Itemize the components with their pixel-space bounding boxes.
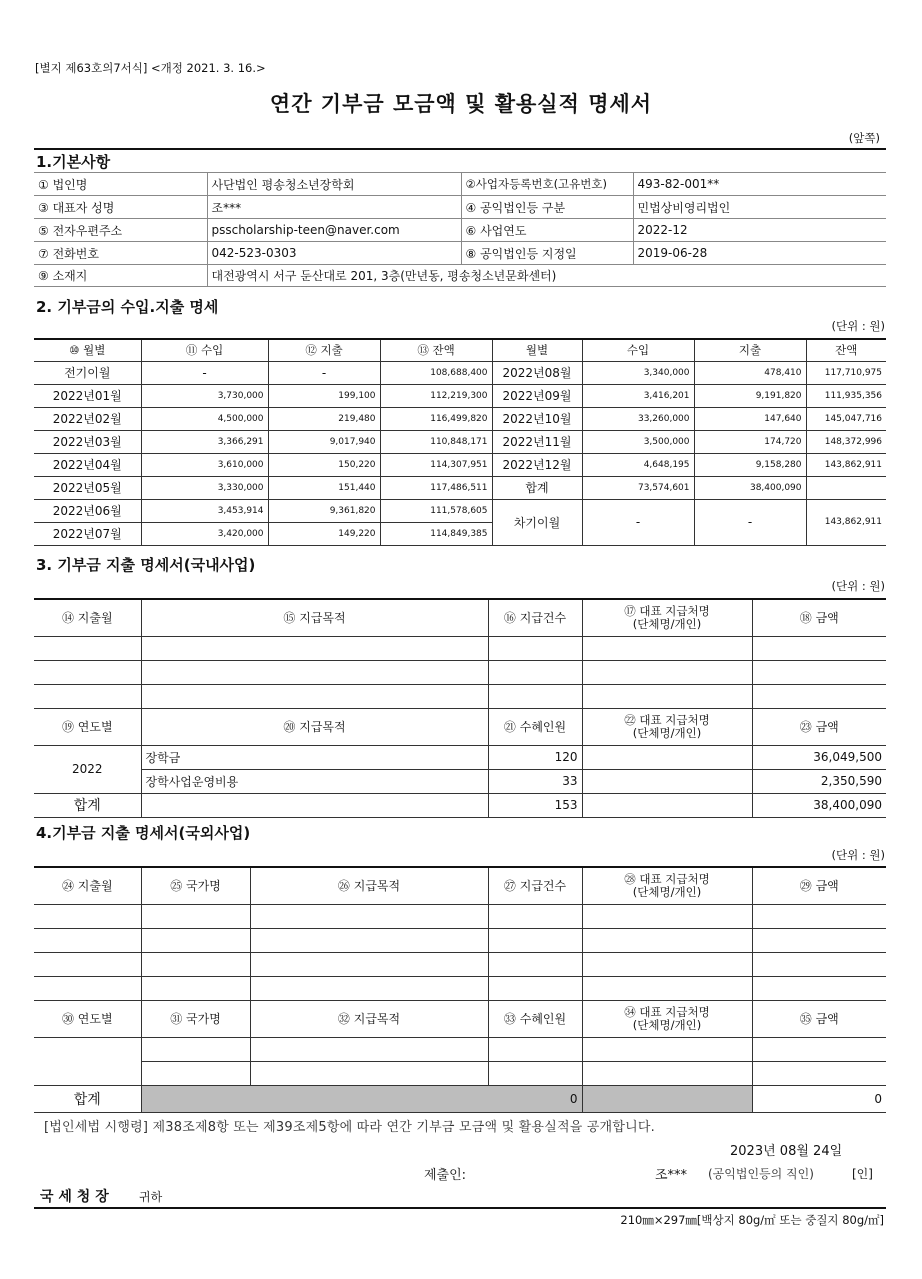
cell-income: 3,330,000: [141, 476, 268, 499]
cell-balance: 148,372,996: [806, 430, 886, 453]
cell-expense: 9,017,940: [268, 430, 380, 453]
section2-heading: 2. 기부금의 수입.지출 명세: [36, 298, 219, 316]
section4-heading: 4.기부금 지출 명세서(국외사업): [36, 824, 251, 842]
recipient-header-line2: (단체명/개인): [632, 616, 702, 631]
cell-total-label: 합계: [492, 476, 582, 499]
date-year: 2023년: [730, 1144, 776, 1159]
cell-carry-balance: 143,862,911: [806, 499, 886, 545]
domestic-expense-table: [34, 598, 886, 818]
cell-income: 3,420,000: [141, 522, 268, 545]
recipient-office: 국 세 청 장: [40, 1189, 109, 1205]
cell-income: 3,416,201: [582, 384, 694, 407]
date-month: 08월: [779, 1144, 809, 1159]
recipient-header-line2: (단체명/개인): [632, 884, 702, 899]
cell-income: 3,610,000: [141, 453, 268, 476]
cell-purpose: 장학사업운영비용: [141, 769, 488, 793]
col-header-balance: ⑬ 잔액: [380, 339, 492, 361]
table-header-row: [34, 599, 886, 636]
cell-month: 2022년01월: [34, 384, 141, 407]
table-row: [34, 476, 886, 499]
cell-carry-income: -: [582, 499, 694, 545]
section1-heading: 1.기본사항: [36, 153, 111, 171]
label-email: ⑤ 전자우편주소: [34, 219, 207, 242]
submitter-name: 조***: [655, 1168, 688, 1183]
table-row: [34, 430, 886, 453]
col-header-purpose: ⑳ 지급목적: [141, 708, 488, 745]
table-row: [34, 769, 886, 793]
cell-total-label: 합계: [34, 1085, 141, 1112]
cell-count: 120: [488, 745, 582, 769]
cell-count: 33: [488, 769, 582, 793]
recipient-header-line1: ㉘ 대표 지급처명: [624, 871, 710, 886]
label-address: ⑨ 소재지: [34, 265, 207, 287]
cell-year: 2022: [34, 745, 141, 793]
submission-date: [730, 1140, 842, 1159]
paper-spec: 210㎜×297㎜[백상지 80g/㎡ 또는 중질지 80g/㎡]: [620, 1213, 884, 1227]
cell-month: 2022년05월: [34, 476, 141, 499]
table-header-row: [34, 867, 886, 904]
overseas-expense-table: [34, 866, 886, 1113]
empty-row: [34, 660, 886, 684]
col-header-expense-month: ㉔ 지출월: [34, 867, 141, 904]
cell-balance: 145,047,716: [806, 407, 886, 430]
recipient-suffix: 귀하: [139, 1190, 163, 1204]
recipient-header-line1: ㉒ 대표 지급처명: [624, 712, 710, 727]
label-rep-name: ③ 대표자 성명: [34, 196, 207, 219]
value-address: 대전광역시 서구 둔산대로 201, 3층(만년동, 평송청소년문화센터): [207, 265, 886, 287]
cell-total-label: 합계: [34, 793, 141, 817]
cell-expense: 150,220: [268, 453, 380, 476]
cell-expense: 9,361,820: [268, 499, 380, 522]
cell-month: 2022년04월: [34, 453, 141, 476]
value-corp-name: 사단법인 평송청소년장학회: [207, 173, 461, 196]
table-header-row: [34, 339, 886, 361]
cell-expense: 219,480: [268, 407, 380, 430]
label-designation-date: ⑧ 공익법인등 지정일: [461, 242, 633, 265]
cell-balance: 114,307,951: [380, 453, 492, 476]
cell-expense: 174,720: [694, 430, 806, 453]
cell-expense: 9,158,280: [694, 453, 806, 476]
col-header-month: ⑩ 월별: [34, 339, 141, 361]
col-header-recipient: [582, 1000, 752, 1037]
cell-income: 4,500,000: [141, 407, 268, 430]
cell-shaded: [141, 1085, 582, 1112]
col-header-payment-count: ⑯ 지급건수: [488, 599, 582, 636]
basic-info-table: [34, 172, 886, 287]
seal-mark: [인]: [852, 1167, 873, 1181]
value-biz-number: 493-82-001**: [633, 173, 886, 196]
value-designation-date: 2019-06-28: [633, 242, 886, 265]
col-header-country: ㉛ 국가명: [141, 1000, 250, 1037]
cell-balance: 117,486,511: [380, 476, 492, 499]
col-header-beneficiaries: ㉑ 수혜인원: [488, 708, 582, 745]
col-header-expense-month: ⑭ 지출월: [34, 599, 141, 636]
cell-month: 2022년09월: [492, 384, 582, 407]
col-header-income: ⑪ 수입: [141, 339, 268, 361]
empty-row: [34, 952, 886, 976]
cell-balance: 143,862,911: [806, 453, 886, 476]
recipient-header-line1: ㉞ 대표 지급처명: [624, 1004, 710, 1019]
cell-total-amount: 38,400,090: [752, 793, 886, 817]
cell-expense: -: [268, 361, 380, 384]
cell-month: 2022년12월: [492, 453, 582, 476]
basic-row: [34, 173, 886, 196]
label-corp-type: ④ 공익법인등 구분: [461, 196, 633, 219]
cell-balance: 116,499,820: [380, 407, 492, 430]
cell-expense: 147,640: [694, 407, 806, 430]
total-row: [34, 1085, 886, 1112]
basic-row: [34, 196, 886, 219]
table-row: [34, 361, 886, 384]
basic-row: [34, 219, 886, 242]
cell-income: -: [141, 361, 268, 384]
label-corp-name: ① 법인명: [34, 173, 207, 196]
col-header-expense-2: 지출: [694, 339, 806, 361]
table-header-row: [34, 1000, 886, 1037]
cell-total-income: 73,574,601: [582, 476, 694, 499]
cell-month: 2022년10월: [492, 407, 582, 430]
cell-income: 3,730,000: [141, 384, 268, 407]
basic-row: [34, 265, 886, 287]
basic-row: [34, 242, 886, 265]
col-header-payment-count: ㉗ 지급건수: [488, 867, 582, 904]
section4-unit: (단위 : 원): [831, 848, 885, 862]
submitter-label: 제출인:: [424, 1168, 467, 1183]
cell-total-count: 0: [569, 1091, 578, 1106]
col-header-country: ㉕ 국가명: [141, 867, 250, 904]
empty-row: [34, 1061, 886, 1085]
cell-carry-expense: -: [694, 499, 806, 545]
cell-income: 33,260,000: [582, 407, 694, 430]
col-header-year: ㉚ 연도별: [34, 1000, 141, 1037]
value-email: psscholarship-teen@naver.com: [207, 219, 461, 242]
col-header-recipient: [582, 867, 752, 904]
cell-expense: 478,410: [694, 361, 806, 384]
label-biz-number: ②사업자등록번호(고유번호): [461, 173, 633, 196]
table-row: [34, 407, 886, 430]
recipient-header-line1: ⑰ 대표 지급처명: [624, 603, 710, 618]
section2-unit: (단위 : 원): [831, 319, 885, 333]
col-header-purpose: ㉖ 지급목적: [250, 867, 488, 904]
cell-balance: 114,849,385: [380, 522, 492, 545]
empty-row: [34, 904, 886, 928]
cell-expense: 149,220: [268, 522, 380, 545]
cell-balance: 110,848,171: [380, 430, 492, 453]
value-phone: 042-523-0303: [207, 242, 461, 265]
table-row: [34, 384, 886, 407]
cell-balance: 117,710,975: [806, 361, 886, 384]
cell-income: 3,453,914: [141, 499, 268, 522]
table-row: [34, 453, 886, 476]
col-header-recipient: [582, 708, 752, 745]
col-header-month-2: 월별: [492, 339, 582, 361]
cell-balance: 108,688,400: [380, 361, 492, 384]
empty-row: [34, 684, 886, 708]
col-header-amount: ㉟ 금액: [752, 1000, 886, 1037]
value-rep-name: 조***: [207, 196, 461, 219]
table-row: [34, 745, 886, 769]
label-phone: ⑦ 전화번호: [34, 242, 207, 265]
page-title: 연간 기부금 모금액 및 활용실적 명세서: [269, 92, 653, 116]
date-day: 24일: [813, 1144, 843, 1159]
total-row: [34, 793, 886, 817]
cell-month: 2022년11월: [492, 430, 582, 453]
recipient-header-line2: (단체명/개인): [632, 725, 702, 740]
col-header-amount: ⑱ 금액: [752, 599, 886, 636]
empty-row: [34, 928, 886, 952]
empty-row: [34, 636, 886, 660]
cell-total-amount: 0: [752, 1085, 886, 1112]
col-header-purpose: ㉜ 지급목적: [250, 1000, 488, 1037]
empty-row: [34, 976, 886, 1000]
col-header-recipient: [582, 599, 752, 636]
cell-month: 2022년02월: [34, 407, 141, 430]
seal-role: (공익법인등의 직인): [708, 1167, 814, 1181]
empty-row: [34, 1037, 886, 1061]
cell-carry-label: 차기이월: [492, 499, 582, 545]
cell-total-count: 153: [488, 793, 582, 817]
cell-amount: 36,049,500: [752, 745, 886, 769]
cell-expense: 9,191,820: [694, 384, 806, 407]
col-header-amount: ㉙ 금액: [752, 867, 886, 904]
value-corp-type: 민법상비영리법인: [633, 196, 886, 219]
page-side-label: (앞쪽): [848, 131, 880, 145]
col-header-amount: ㉓ 금액: [752, 708, 886, 745]
cell-month: 2022년08월: [492, 361, 582, 384]
cell-total-expense: 38,400,090: [694, 476, 806, 499]
cell-month: 2022년07월: [34, 522, 141, 545]
col-header-expense: ⑫ 지출: [268, 339, 380, 361]
cell-balance: 111,578,605: [380, 499, 492, 522]
cell-income: 3,366,291: [141, 430, 268, 453]
cell-month: 전기이월: [34, 361, 141, 384]
cell-amount: 2,350,590: [752, 769, 886, 793]
cell-purpose: 장학금: [141, 745, 488, 769]
recipient-header-line2: (단체명/개인): [632, 1017, 702, 1032]
cell-income: 3,340,000: [582, 361, 694, 384]
col-header-income-2: 수입: [582, 339, 694, 361]
col-header-purpose: ⑮ 지급목적: [141, 599, 488, 636]
cell-balance: 112,219,300: [380, 384, 492, 407]
cell-expense: 151,440: [268, 476, 380, 499]
cell-income: 3,500,000: [582, 430, 694, 453]
label-fiscal-year: ⑥ 사업연도: [461, 219, 633, 242]
cell-shaded: [582, 1085, 752, 1112]
cell-month: 2022년03월: [34, 430, 141, 453]
col-header-year: ⑲ 연도별: [34, 708, 141, 745]
legal-statement: [법인세법 시행령] 제38조제8항 또는 제39조제5항에 따라 연간 기부금 모금액 및 활용실적을 공개합니다.: [44, 1120, 655, 1135]
value-fiscal-year: 2022-12: [633, 219, 886, 242]
cell-income: 4,648,195: [582, 453, 694, 476]
section3-unit: (단위 : 원): [831, 579, 885, 593]
table-header-row: [34, 708, 886, 745]
cell-total-balance: [806, 476, 886, 499]
table-row: [34, 499, 886, 522]
col-header-beneficiaries: ㉝ 수혜인원: [488, 1000, 582, 1037]
col-header-balance-2: 잔액: [806, 339, 886, 361]
cell-month: 2022년06월: [34, 499, 141, 522]
section3-heading: 3. 기부금 지출 명세서(국내사업): [36, 556, 256, 574]
income-expense-table: [34, 338, 886, 546]
cell-balance: 111,935,356: [806, 384, 886, 407]
cell-expense: 199,100: [268, 384, 380, 407]
form-number: [별지 제63호의7서식] <개정 2021. 3. 16.>: [35, 61, 266, 75]
